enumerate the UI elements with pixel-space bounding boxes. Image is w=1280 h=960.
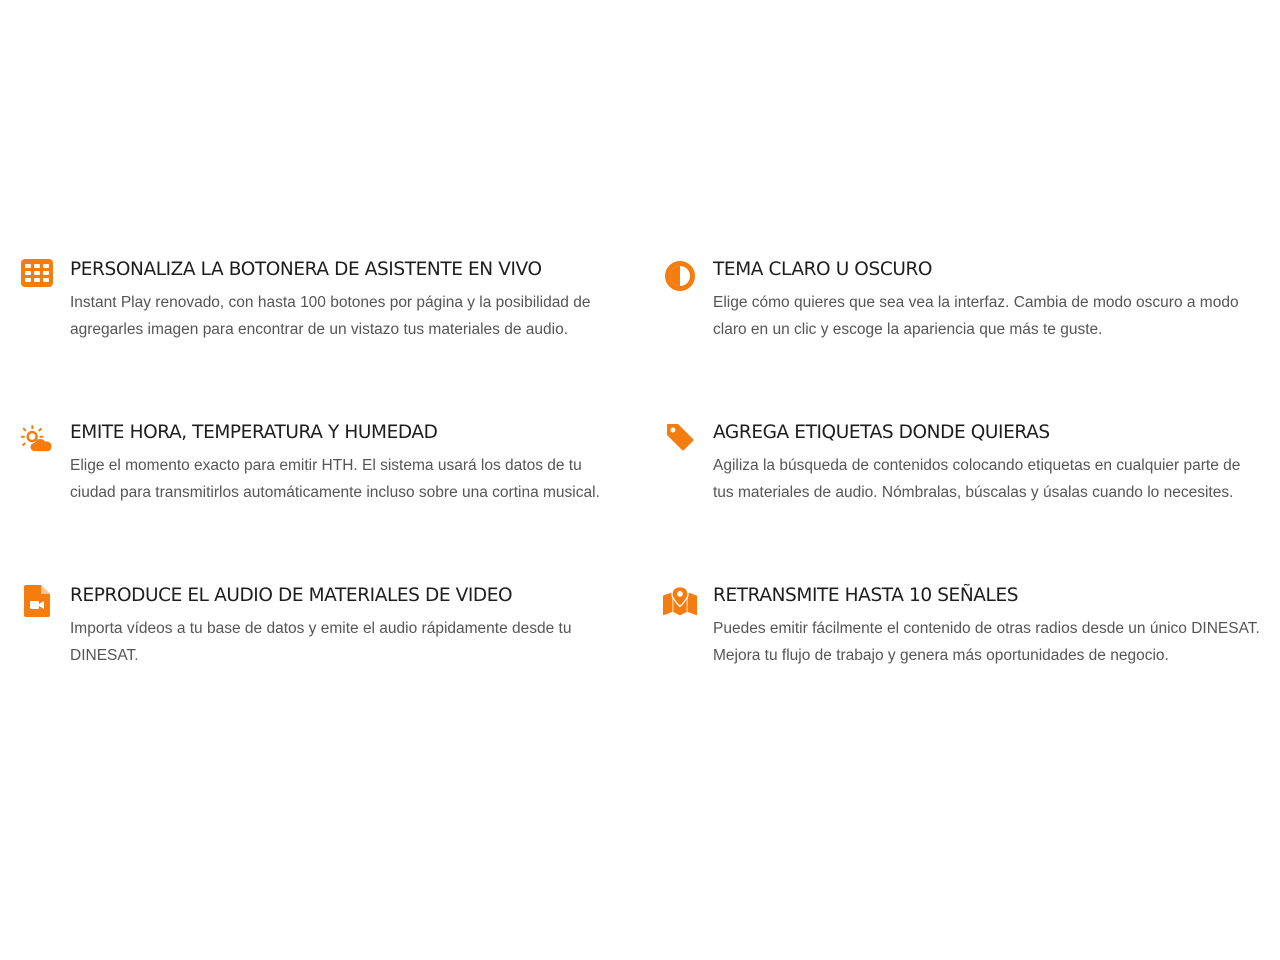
feature-theme: [643, 255, 1280, 418]
feature-title: RETRANSMITE HASTA 10 SEÑALES: [713, 585, 1019, 606]
feature-tags: [643, 418, 1280, 581]
feature-description: Puedes emitir fácilmente el contenido de otras radios desde un único DINESAT. Mejora tu flujo de trabajo y genera más oportunidades de negocio.: [713, 620, 1260, 664]
feature-description: Agiliza la búsqueda de contenidos colocando etiquetas en cualquier parte de tus materiales de audio. Nómbralas, búscalas y úsalas cuando lo necesites.: [713, 457, 1241, 501]
map-pin-icon: [663, 585, 697, 619]
tag-icon: [663, 422, 697, 456]
feature-title: EMITE HORA, TEMPERATURA Y HUMEDAD: [70, 422, 438, 443]
feature-description: Elige cómo quieres que sea vea la interfaz. Cambia de modo oscuro a modo claro en un clic y escoge la apariencia que más te guste.: [713, 294, 1239, 338]
feature-description: Importa vídeos a tu base de datos y emite el audio rápidamente desde tu DINESAT.: [70, 620, 572, 664]
weather-sun-cloud-icon: [20, 422, 54, 456]
feature-video-audio: [0, 581, 643, 751]
feature-title: AGREGA ETIQUETAS DONDE QUIERAS: [713, 422, 1050, 443]
grid-icon: [20, 259, 54, 293]
feature-live-buttons: [0, 255, 643, 418]
contrast-icon: [663, 259, 697, 293]
feature-description: Instant Play renovado, con hasta 100 botones por página y la posibilidad de agregarles imagen para encontrar de un vistazo tus materiales de audio.: [70, 294, 591, 338]
video-file-icon: [20, 585, 54, 619]
feature-title: TEMA CLARO U OSCURO: [713, 259, 933, 280]
feature-description: Elige el momento exacto para emitir HTH. El sistema usará los datos de tu ciudad para transmitirlos automáticamente incluso sobre una cortina musical.: [70, 457, 600, 501]
feature-title: REPRODUCE EL AUDIO DE MATERIALES DE VIDEO: [70, 585, 513, 606]
features-grid: [0, 255, 1280, 751]
feature-title: PERSONALIZA LA BOTONERA DE ASISTENTE EN VIVO: [70, 259, 542, 280]
feature-weather: [0, 418, 643, 581]
feature-retransmit: [643, 581, 1280, 751]
